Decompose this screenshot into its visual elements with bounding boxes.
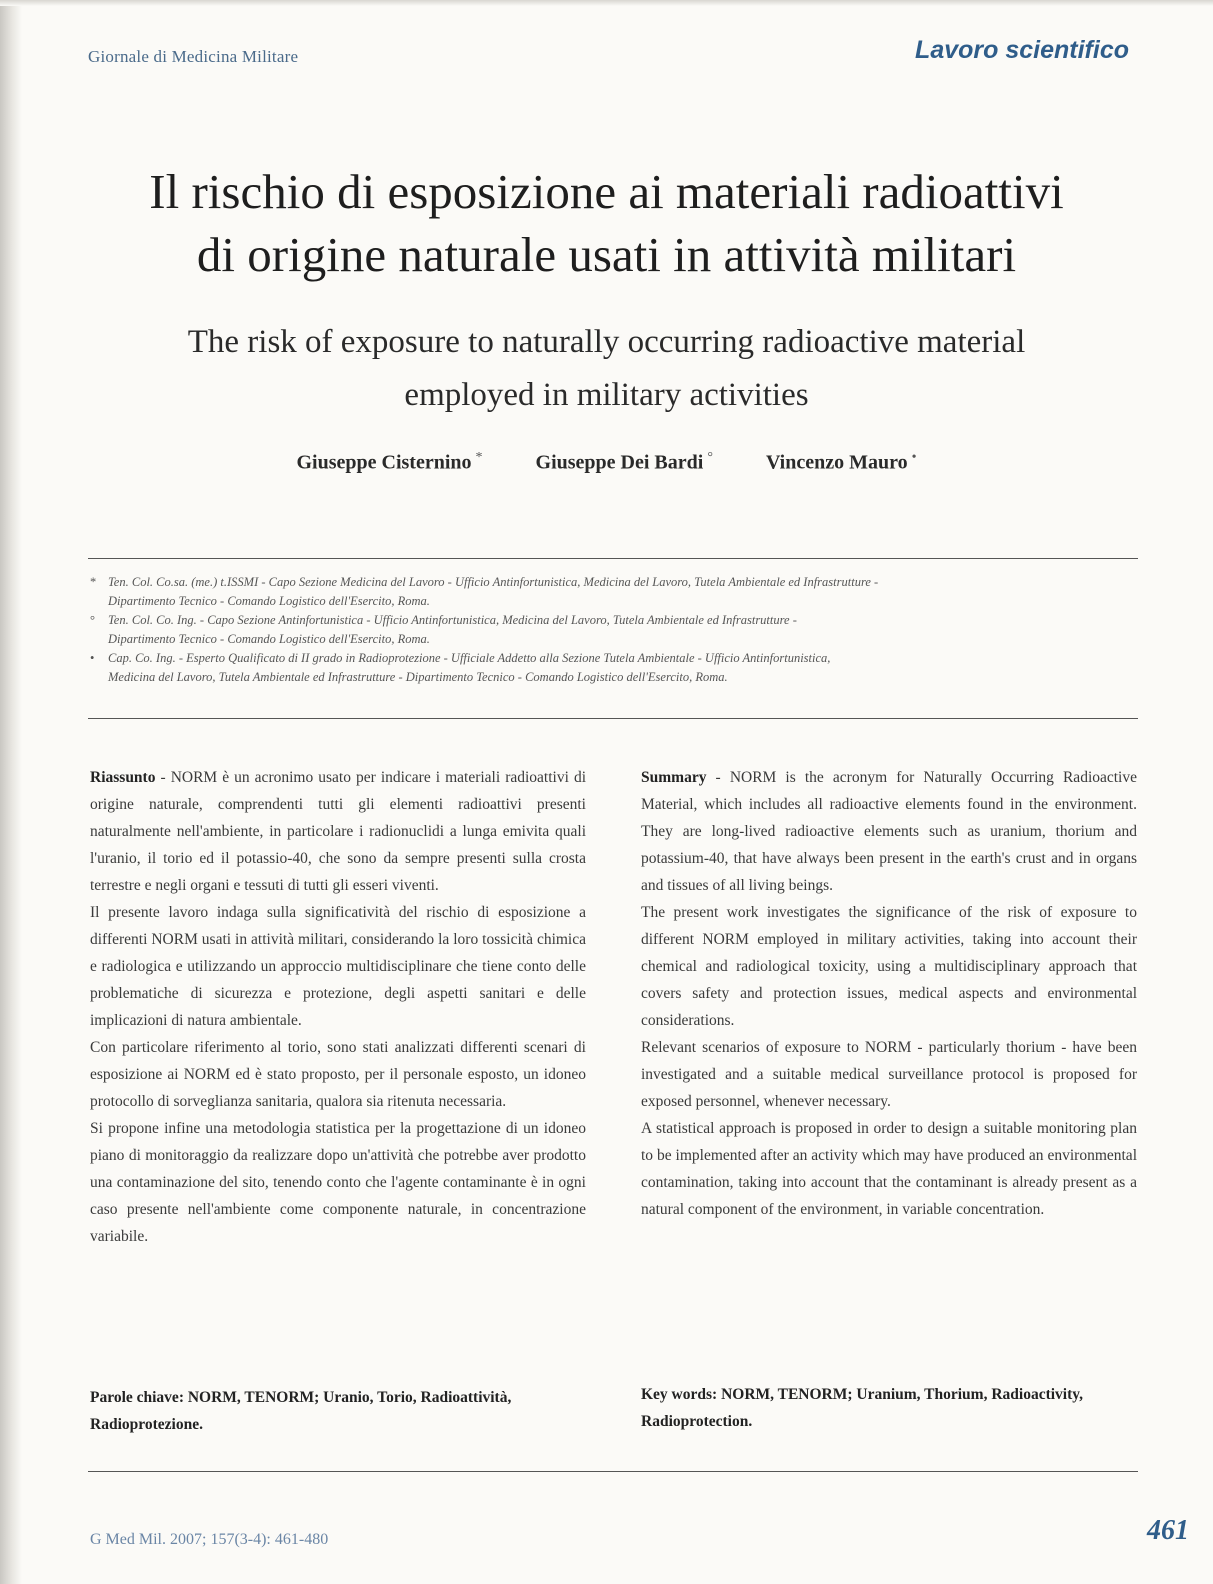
affiliation-mark: ° (90, 613, 95, 627)
divider-bottom (88, 1471, 1138, 1472)
abstract-text: NORM è un acronimo usato per indicare i materiali radioattivi di origine naturale, comprendenti tutti gli elementi radioattivi presenti naturalmente nell'ambiente, in particolare i radionuclidi a lunga emivita quali l'uranio, il torio ed il potassio-40, che sono da sempre presenti sulla crosta terrestre e negli organi e tessuti di tutti gli esseri viventi. (90, 769, 586, 894)
abstract-lead: Riassunto (90, 769, 156, 786)
affiliation-line: Cap. Co. Ing. - Esperto Qualificato di II grado in Radioprotezione - Ufficiale Addetto alla Sezione Tutela Ambientale - Ufficio Antinfortunistica, (108, 651, 831, 665)
abstract-paragraph: Relevant scenarios of exposure to NORM - particularly thorium - have been investigated and a suitable medical surveillance protocol is proposed for exposed personnel, whenever necessary. (641, 1039, 1137, 1110)
subtitle-line-1: The risk of exposure to naturally occurring radioactive material (187, 324, 1026, 360)
author-name: Giuseppe Cisternino (296, 451, 472, 474)
page-spine-shadow (0, 0, 22, 1584)
author-1 (297, 450, 483, 475)
abstract-italian (90, 764, 586, 1250)
abstract-paragraph: Con particolare riferimento al torio, sono stati analizzati differenti scenari di esposizione ai NORM ed è stato proposto, per il personale esposto, un idoneo protocollo di sorveglianza sanitaria, qualora sia ritenuta necessaria. (90, 1039, 586, 1110)
keywords-italian: Parole chiave: NORM, TENORM; Uranio, Torio, Radioattività, Radioprotezione. (90, 1389, 512, 1433)
abstract-paragraph: A statistical approach is proposed in order to design a suitable monitoring plan to be implemented after an activity which may have produced an environmental contamination, taking into account that the contaminant is already present as a natural component of the environment, in variable concentration. (641, 1120, 1137, 1218)
title-line-1: Il rischio di esposizione ai materiali radioattivi (149, 164, 1064, 219)
author-list (60, 450, 1153, 475)
abstract-paragraph: Il presente lavoro indaga sulla significatività del rischio di esposizione a differenti NORM usati in attività militari, considerando la loro tossicità chimica e radiologica e utilizzando un approccio multidisciplinare che tiene conto delle problematiche di sicurezza e protezione, degli aspetti sanitari e delle implicazioni di natura ambientale. (90, 904, 586, 1029)
affiliation-line: Medicina del Lavoro, Tutela Ambientale ed Infrastrutture - Dipartimento Tecnico - Comando Logistico dell'Esercito, Roma. (108, 670, 728, 684)
affiliation-line: Dipartimento Tecnico - Comando Logistico dell'Esercito, Roma. (108, 594, 430, 608)
abstract-english (641, 764, 1137, 1223)
author-name: Giuseppe Dei Bardi (535, 451, 704, 474)
abstract-paragraph: Si propone infine una metodologia statistica per la progettazione di un idoneo piano di monitoraggio da realizzare dopo un'attività che potrebbe aver prodotto una contaminazione del sito, tenendo conto che l'agente contaminante è in ogni caso presente nell'ambiente come componente naturale, in concentrazione variabile. (90, 1120, 586, 1245)
affiliation-line: Ten. Col. Co.sa. (me.) t.ISSMI - Capo Sezione Medicina del Lavoro - Ufficio Antinfortunistica, Medicina del Lavoro, Tutela Ambientale ed Infrastrutture - (108, 575, 879, 589)
affiliation-line: Ten. Col. Co. Ing. - Capo Sezione Antinfortunistica - Ufficio Antinfortunistica, Medicina del Lavoro, Tutela Ambientale ed Infrastrutture - (108, 613, 797, 627)
affiliation-mark: * (90, 575, 97, 589)
article-title-english (60, 316, 1153, 422)
affiliation-line: Dipartimento Tecnico - Comando Logistico dell'Esercito, Roma. (108, 632, 430, 646)
affiliations (88, 573, 1138, 687)
abstract-paragraph: Summary - NORM is the acronym for Naturally Occurring Radioactive Material, which includes all radioactive elements found in the environment. They are long-lived radioactive elements such as uranium, thorium and potassium-40, that have always been present in the earth's crust and in organs and tissues of all living beings. (641, 769, 1137, 894)
abstract-lead: Summary (641, 769, 707, 786)
subtitle-line-2: employed in military activities (404, 377, 809, 413)
affiliation-mark: • (90, 651, 95, 665)
affiliation-2 (88, 611, 1138, 649)
keywords-english: Key words: NORM, TENORM; Uranium, Thorium, Radioactivity, Radioprotection. (641, 1386, 1084, 1430)
author-mark: * (475, 450, 483, 465)
abstract-paragraph: Riassunto - NORM è un acronimo usato per indicare i materiali radioattivi di origine naturale, comprendenti tutti gli elementi radioattivi presenti naturalmente nell'ambiente, in particolare i radionuclidi a lunga emivita quali l'uranio, il torio ed il potassio-40, che sono da sempre presenti sulla crosta terrestre e negli organi e tessuti di tutti gli esseri viventi. (90, 769, 586, 894)
divider-top (88, 558, 1138, 559)
section-label: Lavoro scientifico (915, 36, 1129, 64)
author-mark: ° (707, 450, 713, 465)
abstract-text: NORM is the acronym for Naturally Occurring Radioactive Material, which includes all radioactive elements found in the environment. They are long-lived radioactive elements such as uranium, thorium and potassium-40, that have always been present in the earth's crust and in organs and tissues of all living beings. (641, 769, 1137, 894)
author-2 (536, 450, 713, 475)
article-title-italian (60, 160, 1153, 286)
author-3 (766, 450, 917, 475)
footer-citation: G Med Mil. 2007; 157(3-4): 461-480 (90, 1531, 329, 1548)
affiliation-1 (88, 573, 1138, 611)
divider-affiliations (88, 718, 1138, 719)
page-number: 461 (1147, 1515, 1189, 1546)
abstract-paragraph: The present work investigates the significance of the risk of exposure to different NORM employed in military activities, taking into account their chemical and radiological toxicity, using a multidisciplinary approach that covers safety and protection issues, medical aspects and environmental considerations. (641, 904, 1137, 1029)
author-name: Vincenzo Mauro (765, 451, 908, 474)
affiliation-3 (88, 649, 1138, 687)
title-line-2: di origine naturale usati in attività militari (196, 227, 1017, 282)
author-mark: • (911, 450, 917, 465)
journal-name: Giornale di Medicina Militare (88, 47, 299, 66)
page-top-shadow (0, 0, 1213, 6)
